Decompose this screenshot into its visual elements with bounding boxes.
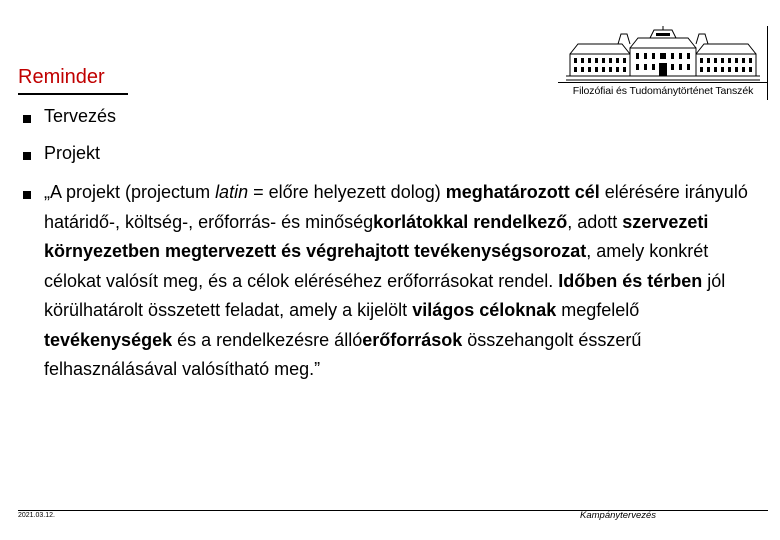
definition-segment: erőforrások [362,329,463,350]
definition-segment: összehangolt ésszerű felhasználásával valósítható meg.” [44,329,642,379]
department-caption: Filozófiai és Tudománytörténet Tanszék [558,82,768,97]
definition-segment: megfelelő [556,300,640,320]
definition-segment: világos céloknak [412,300,557,320]
footer-title: Kampánytervezés [580,510,657,521]
definition-segment: meghatározott cél [445,182,600,202]
department-logo [558,26,768,100]
definition-segment: latin [215,182,249,202]
definition-text [44,178,756,385]
definition-segment: és a rendelkezésre álló [172,329,363,350]
definition-segment: tevékenységek [44,329,173,350]
definition-segment: jól körülhatárolt összetett feladat, amely a kijelölt [44,270,726,320]
bullet-text: Tervezés [44,106,117,126]
square-bullet-icon [23,191,31,199]
logo-frame-line [767,26,768,100]
title-underline [18,93,128,95]
square-bullet-icon [23,115,31,123]
bullet-text: Projekt [44,143,101,163]
definition-segment: „A projekt (projectum [44,182,216,202]
slide-date: 2021.03.12. [18,512,55,519]
definition-segment: korlátokkal rendelkező [373,211,568,232]
definition-segment: , amely konkrét célokat valósít meg, és a célok eléréséhez erőforrásokat rendel. [44,241,709,291]
definition-segment: Időben és térben [558,270,703,291]
definition-segment: elérésére irányuló határidő-, költség-, erőforrás- és minőség [44,182,748,232]
slide-title: Reminder [18,66,105,88]
definition-segment: szervezeti környezetben megtervezett és végrehajtott tevékenységsorozat [44,211,709,261]
university-building-logo-icon [558,26,768,82]
definition-segment: , adott [567,211,623,232]
definition-segment: = előre helyezett dolog) [248,182,446,202]
square-bullet-icon [23,152,31,160]
